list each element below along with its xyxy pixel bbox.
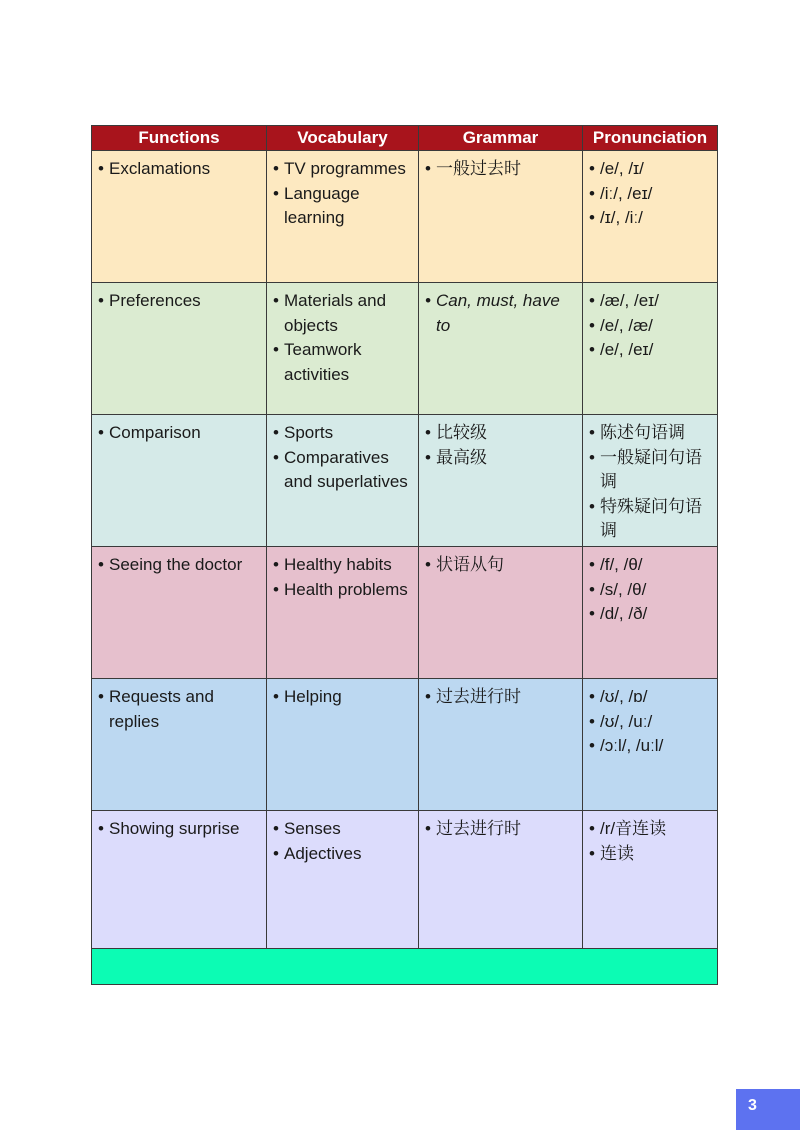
list-item: • Adjectives xyxy=(273,842,414,867)
grammar-list xyxy=(425,817,578,842)
cell-pronunciation xyxy=(583,811,718,949)
grammar-list xyxy=(425,289,578,338)
footer-band xyxy=(92,949,718,985)
list-item: • /ʊ/, /ɒ/ xyxy=(589,685,713,710)
list-item: • 最高级 xyxy=(425,446,578,471)
list-item: • /r/音连读 xyxy=(589,817,713,842)
list-item: • Showing surprise xyxy=(98,817,262,842)
cell-pronunciation xyxy=(583,151,718,283)
grammar-list xyxy=(425,157,578,182)
pronunciation-list xyxy=(589,553,713,627)
list-item: • Senses xyxy=(273,817,414,842)
cell-grammar xyxy=(419,679,583,811)
list-item: • TV programmes xyxy=(273,157,414,182)
cell-grammar xyxy=(419,415,583,547)
page-number: 3 xyxy=(736,1089,800,1130)
list-item: • 过去进行时 xyxy=(425,685,578,710)
list-item: • /e/, /ɪ/ xyxy=(589,157,713,182)
functions-list xyxy=(98,553,262,578)
cell-vocabulary xyxy=(267,415,419,547)
list-item: • /f/, /θ/ xyxy=(589,553,713,578)
contents-table xyxy=(91,125,718,985)
cell-functions xyxy=(92,415,267,547)
pronunciation-list xyxy=(589,421,713,544)
list-item: • /e/, /eɪ/ xyxy=(589,338,713,363)
cell-grammar xyxy=(419,283,583,415)
vocabulary-list xyxy=(273,817,414,866)
cell-grammar xyxy=(419,151,583,283)
cell-pronunciation xyxy=(583,547,718,679)
functions-list xyxy=(98,421,262,446)
cell-vocabulary xyxy=(267,283,419,415)
list-item: • Comparison xyxy=(98,421,262,446)
list-item: • Health problems xyxy=(273,578,414,603)
footer-cell xyxy=(92,949,718,985)
list-item: • Teamwork activities xyxy=(273,338,414,387)
grammar-list xyxy=(425,421,578,470)
list-item: • Sports xyxy=(273,421,414,446)
pronunciation-list xyxy=(589,289,713,363)
list-item: • /e/, /æ/ xyxy=(589,314,713,339)
list-item: • Requests and replies xyxy=(98,685,262,734)
list-item: • 过去进行时 xyxy=(425,817,578,842)
list-item: • /ɪ/, /iː/ xyxy=(589,206,713,231)
list-item: • Healthy habits xyxy=(273,553,414,578)
vocabulary-list xyxy=(273,289,414,387)
list-item: • Comparatives and superlatives xyxy=(273,446,414,495)
grammar-list xyxy=(425,553,578,578)
cell-vocabulary xyxy=(267,151,419,283)
table-row xyxy=(92,811,718,949)
list-item: • 特殊疑问句语调 xyxy=(589,495,713,544)
grammar-list xyxy=(425,685,578,710)
list-item: • Seeing the doctor xyxy=(98,553,262,578)
cell-vocabulary xyxy=(267,679,419,811)
cell-functions xyxy=(92,151,267,283)
list-item: • Exclamations xyxy=(98,157,262,182)
cell-pronunciation xyxy=(583,679,718,811)
table-row xyxy=(92,151,718,283)
functions-list xyxy=(98,289,262,314)
header-grammar: Grammar xyxy=(419,126,583,151)
vocabulary-list xyxy=(273,685,414,710)
list-item: • Preferences xyxy=(98,289,262,314)
cell-pronunciation xyxy=(583,283,718,415)
cell-functions xyxy=(92,283,267,415)
list-item: • Helping xyxy=(273,685,414,710)
header-pronunciation: Pronunciation xyxy=(583,126,718,151)
table-row xyxy=(92,415,718,547)
list-item: • Language learning xyxy=(273,182,414,231)
list-item: • Can, must, have to xyxy=(425,289,578,338)
vocabulary-list xyxy=(273,553,414,602)
list-item: • 一般过去时 xyxy=(425,157,578,182)
list-item: • 陈述句语调 xyxy=(589,421,713,446)
cell-pronunciation xyxy=(583,415,718,547)
list-item: • /s/, /θ/ xyxy=(589,578,713,603)
list-item: • 一般疑问句语调 xyxy=(589,446,713,495)
cell-vocabulary xyxy=(267,547,419,679)
table-row xyxy=(92,283,718,415)
functions-list xyxy=(98,157,262,182)
cell-functions xyxy=(92,679,267,811)
functions-list xyxy=(98,685,262,734)
pronunciation-list xyxy=(589,685,713,759)
list-item: • /d/, /ð/ xyxy=(589,602,713,627)
vocabulary-list xyxy=(273,421,414,495)
functions-list xyxy=(98,817,262,842)
list-item: • /ʊ/, /uː/ xyxy=(589,710,713,735)
header-functions: Functions xyxy=(92,126,267,151)
header-row xyxy=(92,126,718,151)
list-item: • 比较级 xyxy=(425,421,578,446)
pronunciation-list xyxy=(589,157,713,231)
cell-vocabulary xyxy=(267,811,419,949)
table-row xyxy=(92,547,718,679)
list-item: • /æ/, /eɪ/ xyxy=(589,289,713,314)
pronunciation-list xyxy=(589,817,713,866)
cell-grammar xyxy=(419,547,583,679)
list-item: • 状语从句 xyxy=(425,553,578,578)
cell-grammar xyxy=(419,811,583,949)
list-item: • /iː/, /eɪ/ xyxy=(589,182,713,207)
list-item: • 连读 xyxy=(589,842,713,867)
list-item: • Materials and objects xyxy=(273,289,414,338)
vocabulary-list xyxy=(273,157,414,231)
cell-functions xyxy=(92,547,267,679)
table-row xyxy=(92,679,718,811)
cell-functions xyxy=(92,811,267,949)
header-vocabulary: Vocabulary xyxy=(267,126,419,151)
list-item: • /ɔːl/, /uːl/ xyxy=(589,734,713,759)
